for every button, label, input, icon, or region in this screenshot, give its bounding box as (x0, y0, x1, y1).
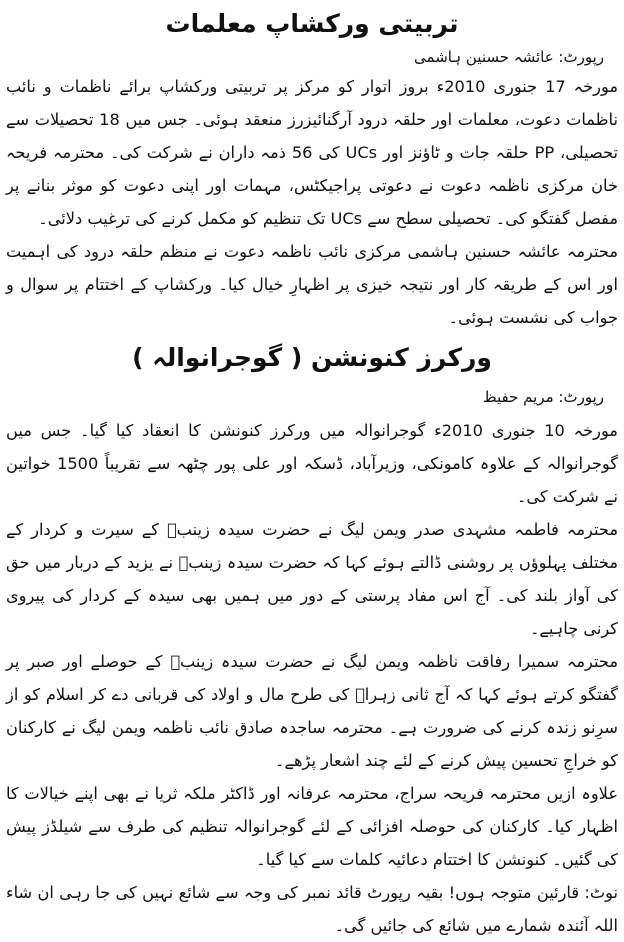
article-2-title: ورکرز کنونشن ( گوجرانوالہ ) (132, 343, 492, 372)
article-2-paragraph-4: علاوہ ازیں محترمہ فریحہ سراج، محترمہ عرفانہ اور ڈاکٹر ملکہ ثریا نے بھی اپنے خیالات کا اظہار کیا۔ کارکنان کی حوصلہ افزائی کے لئے گوجرانوالہ تنظیم کی طرف سے شیلڈز پیش کی گئیں۔ کنونشن کا اختتام دعائیہ کلمات سے کیا گیا۔ (6, 784, 618, 869)
article-2-paragraph-3: محترمہ سمیرا رفاقت ناظمہ ویمن لیگ نے حضرت سیدہ زینبؓ کے حوصلے اور صبر پر گفتگو کرتے ہوئے کہا کہ آج ثانی زہراؓ کی طرح مال و اولاد کی قربانی دے کر اسلام کو از سرِنو زندہ کرنے کی ضرورت ہے۔ محترمہ ساجدہ صادق نائب ناظمہ ویمن لیگ نے کارکنان کو خراجِ تحسین پیش کرنے کے لئے چند اشعار پڑھے۔ (6, 652, 618, 770)
article-1-byline: رپورٹ: عائشہ حسنین ہاشمی (414, 48, 604, 66)
article-2-paragraph-1: مورخہ 10 جنوری 2010ء گوجرانوالہ میں ورکرز کنونشن کا انعقاد کیا گیا۔ جس میں گوجرانوالہ کے علاوہ کامونکی، وزیرآباد، ڈسکہ اور علی پور چٹھہ سے تقریباً 1500 خواتین نے شرکت کی۔ (6, 421, 618, 506)
article-2-byline: رپورٹ: مریم حفیظ (482, 388, 604, 406)
article-1-paragraph-2: محترمہ عائشہ حسنین ہاشمی مرکزی نائب ناظمہ دعوت نے منظم حلقہ درود کی اہمیت اور اس کے طریقہ کار اور نتیجہ خیزی پر اظہارِ خیال کیا۔ ورکشاپ کے اختتام پر سوال و جواب کی نشست ہوئی۔ (6, 242, 618, 327)
article-1-title: تربیتی ورکشاپ معلمات (165, 9, 459, 38)
readers-note: نوٹ: قارئین متوجہ ہوں! بقیہ رپورٹ قائد نمبر کی وجہ سے شائع نہیں کی جا رہی ان شاء اللہ آئندہ شمارے میں شائع کی جائیں گی۔ (6, 883, 618, 935)
article-1-paragraph-1: مورخہ 17 جنوری 2010ء بروز اتوار کو مرکز پر تربیتی ورکشاپ برائے ناظمات و نائب ناظمات دعوت، معلمات اور حلقہ درود آرگنائیزرز منعقد ہوئی۔ جس میں 18 تحصیلات سے تحصیلی، PP حلقہ جات و ٹاؤنز اور UCs کی 56 ذمہ داران نے شرکت کی۔ محترمہ فریحہ خان مرکزی ناظمہ دعوت نے دعوتی پراجیکٹس، مہمات اور اپنی دعوت کو موثر بنانے پر مفصل گفتگو کی۔ تحصیلی سطح سے UCs تک تنظیم کو مکمل کرنے کی ترغیب دلائی۔ (6, 77, 618, 228)
article-2-paragraph-2: محترمہ فاطمہ مشہدی صدر ویمن لیگ نے حضرت سیدہ زینبؓ کے سیرت و کردار کے مختلف پہلوؤں پر روشنی ڈالتے ہوئے کہا کہ حضرت سیدہ زینبؓ نے یزید کے دربار میں حق کی آواز بلند کی۔ آج اس مفاد پرستی کے دور میں ہمیں بھی سیدہ کے کردار کی پیروی کرنی چاہیے۔ (6, 520, 618, 638)
